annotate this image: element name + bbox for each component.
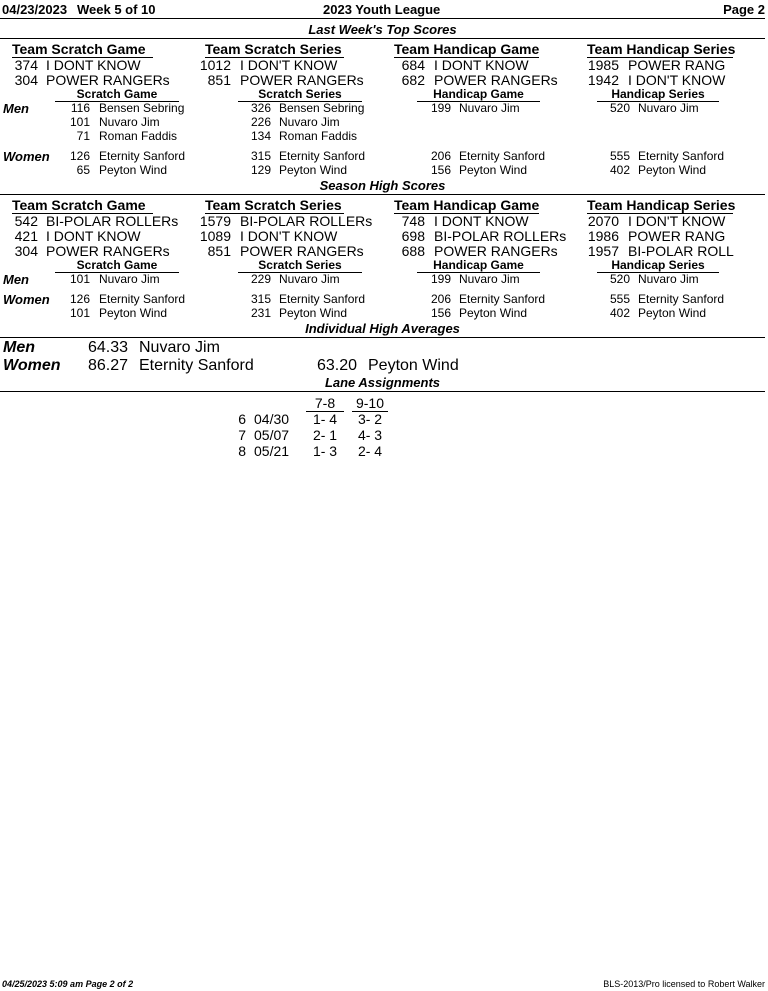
bowler-score: 231 bbox=[250, 306, 271, 320]
bowler-score: 199 bbox=[430, 272, 451, 286]
team-score: 682 bbox=[401, 72, 425, 88]
team-score: 684 bbox=[401, 57, 425, 73]
sub-header-2: Scratch Series bbox=[258, 87, 342, 101]
bowler-score: 101 bbox=[69, 272, 90, 286]
bowler-name: Eternity Sanford bbox=[279, 149, 366, 163]
lane-pairing: 1- 4 bbox=[312, 411, 338, 427]
team-name: I DON'T KNOW bbox=[628, 72, 726, 88]
bowler-name: Peyton Wind bbox=[99, 163, 168, 177]
lane-pairing: 3- 2 bbox=[357, 411, 383, 427]
lane-header: 9-10 bbox=[355, 395, 385, 411]
bowler-score: 129 bbox=[250, 163, 271, 177]
bowler-score: 326 bbox=[250, 101, 271, 115]
lanes-title-rule bbox=[0, 391, 765, 392]
averages-title-rule bbox=[0, 337, 765, 338]
team-score: 1985 bbox=[587, 57, 619, 73]
bowler-name: Roman Faddis bbox=[99, 129, 178, 143]
page-number: Page 2 bbox=[723, 2, 765, 17]
team-score: 851 bbox=[207, 243, 231, 259]
lane-pairing: 2- 1 bbox=[312, 427, 338, 443]
lane-date: 05/21 bbox=[254, 443, 290, 459]
lane-header: 7-8 bbox=[314, 395, 336, 411]
lane-week: 7 bbox=[238, 427, 246, 443]
bowler-score: 134 bbox=[250, 129, 271, 143]
lane-week: 6 bbox=[238, 411, 246, 427]
last_week-women-label: Women bbox=[3, 149, 50, 164]
averages-title: Individual High Averages bbox=[305, 321, 460, 336]
team-name: I DONT KNOW bbox=[434, 57, 529, 73]
bowler-name: Peyton Wind bbox=[638, 306, 707, 320]
bowler-name: Nuvaro Jim bbox=[459, 101, 520, 115]
sub-header-1: Scratch Game bbox=[76, 258, 158, 272]
team-score: 688 bbox=[401, 243, 425, 259]
team-name: POWER RANGERs bbox=[434, 72, 558, 88]
bowler-name: Eternity Sanford bbox=[99, 292, 186, 306]
season-title: Season High Scores bbox=[319, 178, 446, 193]
team-name: POWER RANGERs bbox=[434, 243, 558, 259]
bowler-name: Eternity Sanford bbox=[638, 292, 725, 306]
bowler-name: Eternity Sanford bbox=[459, 292, 546, 306]
report-date: 04/23/2023 bbox=[2, 2, 68, 17]
team-name: BI-POLAR ROLLERs bbox=[46, 213, 179, 229]
bowler-score: 71 bbox=[76, 129, 90, 143]
sub-header-4: Handicap Series bbox=[611, 258, 705, 272]
team-score: 698 bbox=[401, 228, 425, 244]
last_week-title-rule bbox=[0, 38, 765, 39]
lane-pairing: 4- 3 bbox=[357, 427, 383, 443]
bowler-name: Peyton Wind bbox=[279, 163, 348, 177]
team-name: POWER RANGERs bbox=[46, 72, 170, 88]
team-name: BI-POLAR ROLLERs bbox=[240, 213, 373, 229]
bowler-score: 229 bbox=[250, 272, 271, 286]
bowler-name: Eternity Sanford bbox=[99, 149, 186, 163]
bowler-name: Eternity Sanford bbox=[638, 149, 725, 163]
bowler-score: 206 bbox=[430, 149, 451, 163]
average-value: 86.27 bbox=[88, 357, 129, 374]
team-name: I DON'T KNOW bbox=[240, 57, 338, 73]
bowler-score: 315 bbox=[250, 149, 271, 163]
bowler-name: Nuvaro Jim bbox=[279, 115, 340, 129]
bowler-score: 206 bbox=[430, 292, 451, 306]
team-score: 851 bbox=[207, 72, 231, 88]
last_week-men-label: Men bbox=[3, 101, 29, 116]
bowler-score: 520 bbox=[609, 101, 630, 115]
bowler-name: Eternity Sanford bbox=[459, 149, 546, 163]
bowler-name: Nuvaro Jim bbox=[638, 101, 699, 115]
license-note: BLS-2013/Pro licensed to Robert Walker bbox=[603, 979, 765, 989]
sub-header-3: Handicap Game bbox=[433, 258, 524, 272]
bowler-score: 156 bbox=[430, 306, 451, 320]
bowler-score: 126 bbox=[69, 149, 90, 163]
sub-header-1: Scratch Game bbox=[76, 87, 158, 101]
print-timestamp: 04/25/2023 5:09 am Page 2 of 2 bbox=[2, 979, 134, 989]
team-name: BI-POLAR ROLLERs bbox=[434, 228, 567, 244]
col-header-3: Team Handicap Game bbox=[394, 41, 540, 57]
season-title-rule bbox=[0, 194, 765, 195]
bowler-score: 101 bbox=[69, 115, 90, 129]
lane-date: 05/07 bbox=[254, 427, 290, 443]
season-men-label: Men bbox=[3, 272, 29, 287]
col-header-1: Team Scratch Game bbox=[12, 41, 146, 57]
averages-women-label: Women bbox=[3, 357, 61, 374]
bowler-score: 226 bbox=[250, 115, 271, 129]
team-score: 1986 bbox=[587, 228, 619, 244]
team-score: 421 bbox=[14, 228, 38, 244]
bowler-name: Nuvaro Jim bbox=[459, 272, 520, 286]
bowler-name: Bensen Sebring bbox=[279, 101, 365, 115]
team-score: 748 bbox=[401, 213, 425, 229]
bowler-name: Peyton Wind bbox=[459, 163, 528, 177]
team-name: I DONT KNOW bbox=[46, 57, 141, 73]
team-score: 304 bbox=[14, 243, 38, 259]
lane-pairing: 2- 4 bbox=[357, 443, 383, 459]
team-score: 1089 bbox=[199, 228, 231, 244]
bowler-name: Nuvaro Jim bbox=[638, 272, 699, 286]
bowler-score: 156 bbox=[430, 163, 451, 177]
bowler-name: Roman Faddis bbox=[279, 129, 358, 143]
team-name: POWER RANG bbox=[628, 228, 726, 244]
averages-men-label: Men bbox=[3, 339, 35, 356]
sub-header-4: Handicap Series bbox=[611, 87, 705, 101]
header-rule bbox=[0, 18, 765, 19]
bowler-score: 199 bbox=[430, 101, 451, 115]
lane-pairing: 1- 3 bbox=[312, 443, 338, 459]
last_week-title: Last Week's Top Scores bbox=[308, 22, 457, 37]
col-header-2: Team Scratch Series bbox=[205, 197, 342, 213]
team-score: 374 bbox=[14, 57, 38, 73]
team-name: POWER RANGERs bbox=[46, 243, 170, 259]
bowler-score: 555 bbox=[609, 149, 630, 163]
bowler-name: Peyton Wind bbox=[99, 306, 168, 320]
team-score: 1957 bbox=[587, 243, 619, 259]
team-name: POWER RANGERs bbox=[240, 72, 364, 88]
sub-header-2: Scratch Series bbox=[258, 258, 342, 272]
bowler-name: Peyton Wind bbox=[638, 163, 707, 177]
average-name: Eternity Sanford bbox=[139, 357, 254, 374]
col-header-2: Team Scratch Series bbox=[205, 41, 342, 57]
col-header-4: Team Handicap Series bbox=[587, 197, 736, 213]
average-name: Nuvaro Jim bbox=[139, 339, 220, 356]
bowler-name: Nuvaro Jim bbox=[99, 272, 160, 286]
bowler-score: 116 bbox=[70, 101, 90, 115]
bowler-score: 126 bbox=[69, 292, 90, 306]
lane-week: 8 bbox=[238, 443, 246, 459]
team-score: 1579 bbox=[199, 213, 231, 229]
bowler-score: 402 bbox=[609, 306, 630, 320]
lanes-title: Lane Assignments bbox=[324, 375, 441, 390]
bowler-name: Nuvaro Jim bbox=[99, 115, 160, 129]
bowler-score: 315 bbox=[250, 292, 271, 306]
team-name: I DONT KNOW bbox=[434, 213, 529, 229]
average-value: 63.20 bbox=[317, 357, 358, 374]
team-name: POWER RANG bbox=[628, 57, 726, 73]
team-name: I DONT KNOW bbox=[46, 228, 141, 244]
bowler-score: 402 bbox=[609, 163, 630, 177]
team-score: 1012 bbox=[199, 57, 231, 73]
season-women-label: Women bbox=[3, 292, 50, 307]
team-name: BI-POLAR ROLL bbox=[628, 243, 734, 259]
team-name: I DON'T KNOW bbox=[628, 213, 726, 229]
bowler-name: Bensen Sebring bbox=[99, 101, 185, 115]
col-header-3: Team Handicap Game bbox=[394, 197, 540, 213]
team-score: 1942 bbox=[587, 72, 619, 88]
bowler-name: Peyton Wind bbox=[279, 306, 348, 320]
team-score: 304 bbox=[14, 72, 38, 88]
team-score: 542 bbox=[14, 213, 38, 229]
bowler-score: 101 bbox=[69, 306, 90, 320]
col-header-4: Team Handicap Series bbox=[587, 41, 736, 57]
bowler-name: Eternity Sanford bbox=[279, 292, 366, 306]
col-header-1: Team Scratch Game bbox=[12, 197, 146, 213]
league-title: 2023 Youth League bbox=[323, 2, 441, 17]
sub-header-3: Handicap Game bbox=[433, 87, 524, 101]
average-value: 64.33 bbox=[88, 339, 129, 356]
bowler-score: 520 bbox=[609, 272, 630, 286]
bowler-name: Peyton Wind bbox=[459, 306, 528, 320]
lane-date: 04/30 bbox=[254, 411, 290, 427]
average-name: Peyton Wind bbox=[368, 357, 459, 374]
week-label: Week 5 of 10 bbox=[77, 2, 156, 17]
team-name: POWER RANGERs bbox=[240, 243, 364, 259]
team-score: 2070 bbox=[587, 213, 619, 229]
bowler-score: 555 bbox=[609, 292, 630, 306]
bowler-score: 65 bbox=[76, 163, 90, 177]
bowler-name: Nuvaro Jim bbox=[279, 272, 340, 286]
team-name: I DON'T KNOW bbox=[240, 228, 338, 244]
